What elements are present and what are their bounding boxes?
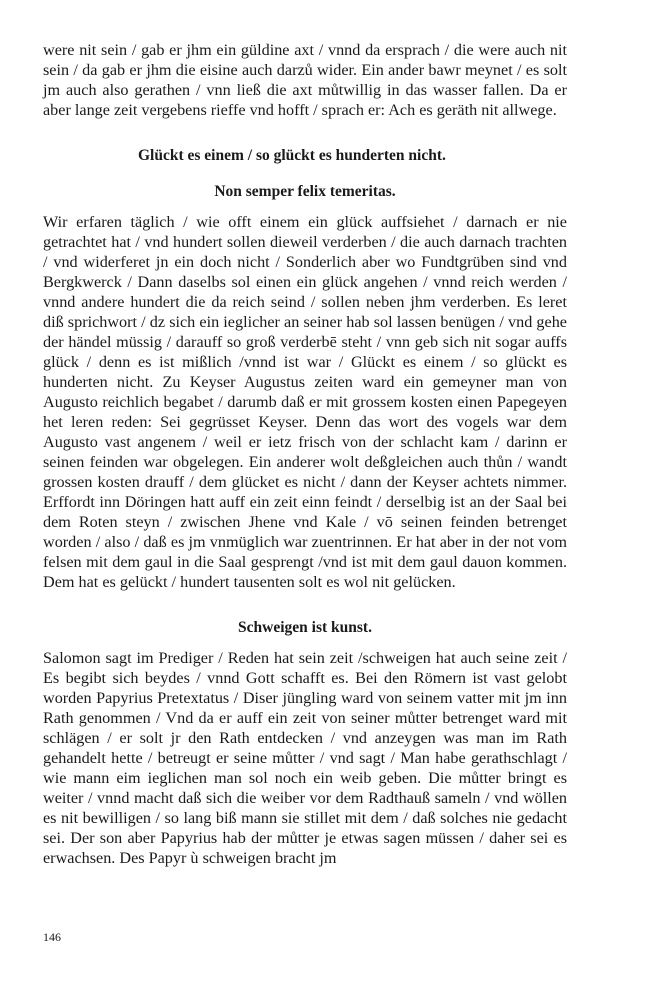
heading-glueck: Glückt es einem / so glückt es hunderten nicht. — [138, 147, 446, 164]
page-content — [43, 40, 567, 868]
heading-schweigen: Schweigen ist kunst. — [238, 619, 372, 636]
paragraph-schweigen: Salomon sagt im Prediger / Reden hat sein zeit /schweigen hat auch seine zeit / Es begibt sich beydes / vnnd Gott schafft es. Bei den Römern ist vast gelobt worden Papyrius Pretextatus / Diser jüngling ward von seinem vatter mit jm inn Rath genommen / Vnd da er auff ein zeit von seiner můtter betrenget ward mit schlägen / er solt jr den Rath entdecken / vnd anzeygen was man im Rath gehandelt hette / betreugt er seine můtter / vnd sagt / Man habe gerathschlagt / wie mann eim ieglichen man sol noch ein weib geben. Die můtter bringt es weiter / vnnd macht daß sich die weiber vor dem Radthauß sameln / vnd wöllen es nit bewilligen / so lang biß mann sie stillet mit dem / daß solches nie gedacht sei. Der son aber Papyrius hab der můtter je etwas sagen müssen / daher sei es erwachsen. Des Papyr ù schweigen bracht jm — [43, 649, 567, 867]
paragraph-intro: were nit sein / gab er jhm ein güldine axt / vnnd da ersprach / die were auch nit sein / da gab er jhm die eisine auch darzů wider. Ein ander bawr meynet / es solt jm auch also gerathen / vnn ließ die axt můtwillig in das wasser fallen. Da er aber lange zeit vergebens rieffe vnd hofft / sprach er: Ach es geräth nit allwege. — [43, 41, 567, 119]
heading-latin: Non semper felix temeritas. — [214, 183, 396, 200]
paragraph-glueck: Wir erfaren täglich / wie offt einem ein glück auffsiehet / darnach er nie getrachtet hat / vnd hundert sollen dieweil verderben / die auch darnach trachten / vnd widerferet jn ein doch nicht / Sonderlich aber wo Fundtgrüben sind vnd Bergkwerck / Dann daselbs sol einen ein glück angehen / vnnd reich werden / vnnd andere hundert die da reich seind / sollen neben jhm verderben. Es leret diß sprichwort / dz sich ein ieglicher an seiner hab sol lassen benügen / vnd gehe der händel müssig / darauff so groß verderbē steht / vnn geb sich nit sogar auffs glück / denn es ist mißlich /vnnd ist war / Glückt es einem / so glückt es hunderten nicht. Zu Keyser Augustus zeiten ward ein gemeyner man von Augusto reichlich begabet / darumb daß er mit grossem kosten einen Papegeyen het leren reden: Sei gegrüsset Keyser. Denn das wort des vogels war dem Augusto vast angenem / weil er ietz frisch von der schlacht kam / darinn er seinen feinden war obgelegen. Ein anderer wolt deßgleichen auch thůn / wandt grossen kosten drauff / dem glücket es nicht / dann der Keyser achtets nimmer. Erffordt inn Döringen hatt auff ein zeit einn feindt / derselbig ist an der Saal bei dem Roten steyn / zwischen Jhene vnd Kale / vō seinen feinden betrenget worden / also / daß es jm vnmüglich war zuentrinnen. Er hat aber in der not vom felsen mit dem gaul in die Saal gesprengt /vnd ist mit dem gaul dauon kommen. Dem hat es gelückt / hundert tausenten solt es wol nit gelücken. — [43, 213, 567, 591]
page-number: 146 — [43, 930, 61, 944]
